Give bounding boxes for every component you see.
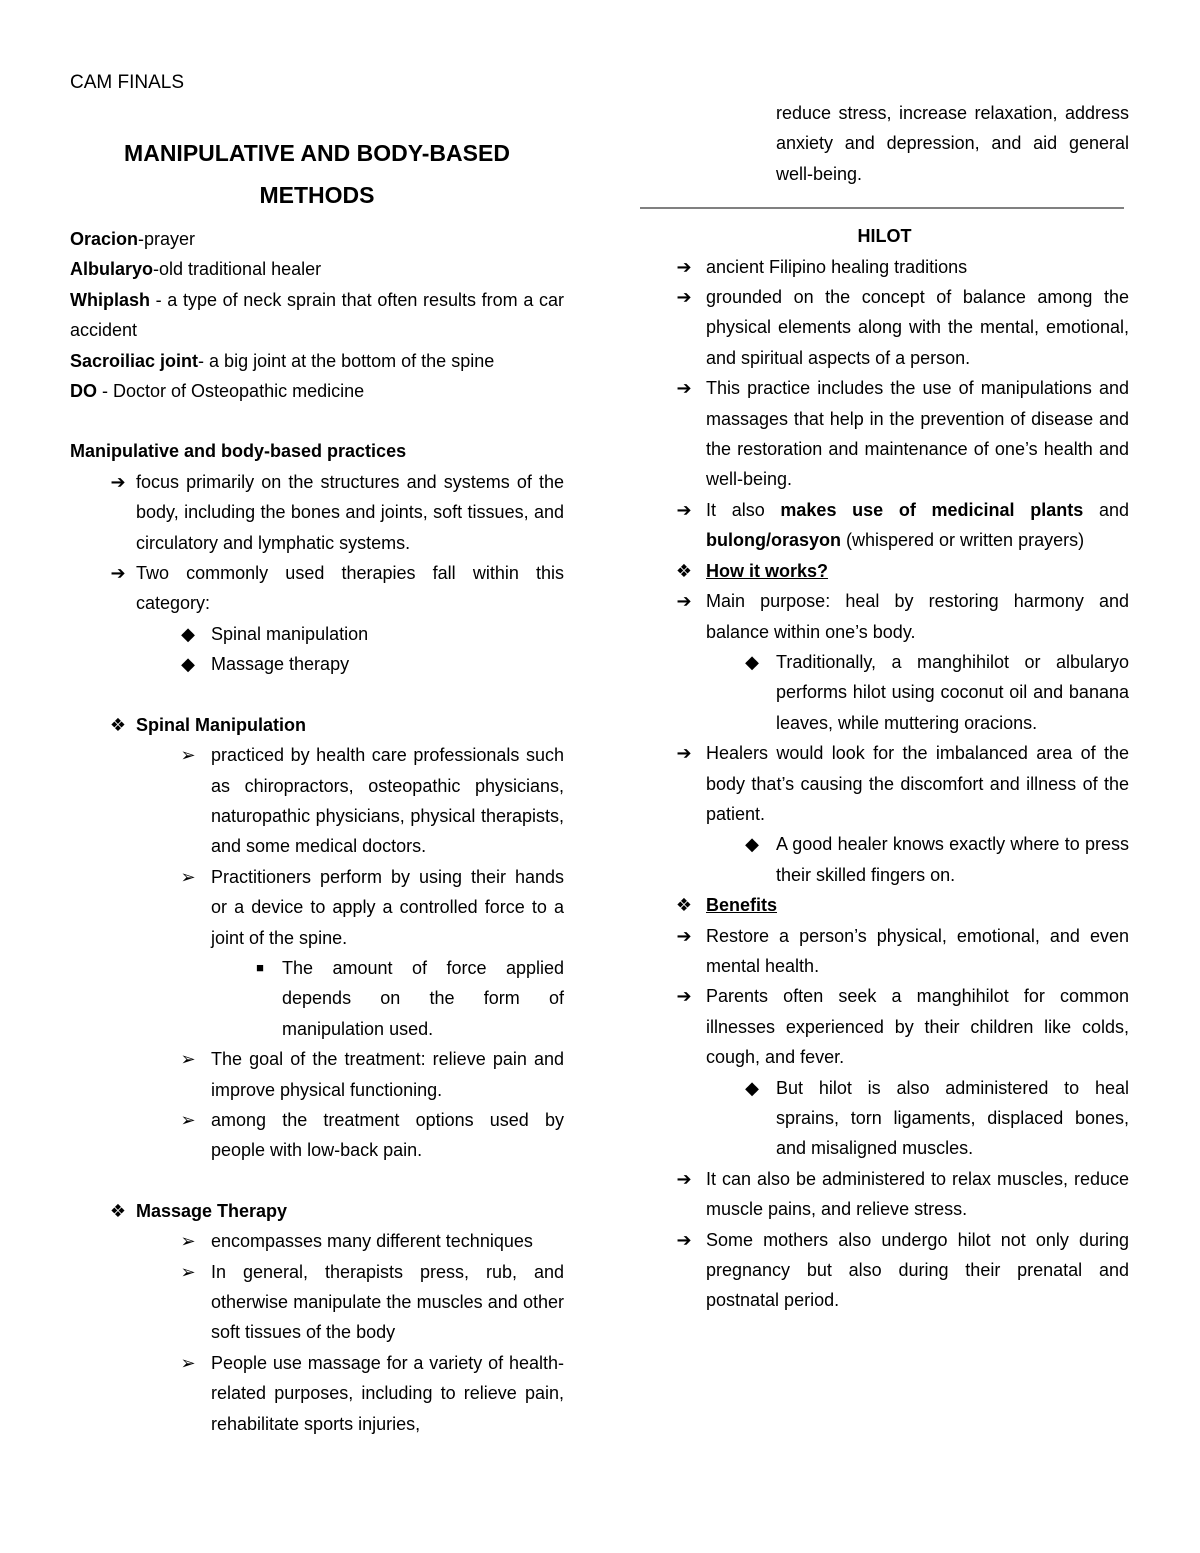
list-item: ➔ Restore a person’s physical, emotional, and even mental health. (640, 921, 1129, 982)
document-header: CAM FINALS (70, 72, 185, 93)
glossary-entry (70, 346, 564, 376)
glossary-entry (70, 376, 564, 406)
subheading-how-it-works: ❖ How it works? (640, 556, 1129, 586)
fourstar-icon: ❖ (675, 560, 693, 581)
chevron-icon: ➢ (180, 1261, 196, 1282)
section-heading-practices: Manipulative and body-based practices (70, 441, 407, 462)
list-item: ➢ encompasses many different techniques (70, 1226, 564, 1256)
glossary-definition: - Doctor of Osteopathic medicine (97, 381, 365, 402)
list-item: ➔ Some mothers also undergo hilot not only during pregnancy but also during their prenatal and postnatal period. (640, 1225, 1129, 1316)
list-item: ➔ It also makes use of medicinal plants and bulong/orasyon (whispered or written prayers) (640, 495, 1129, 556)
glossary-definition: - a big joint at the bottom of the spine (198, 350, 495, 371)
list-item: ➔ Main purpose: heal by restoring harmony and balance within one’s body. (640, 586, 1129, 647)
glossary-term: Oracion (70, 229, 139, 249)
list-item: ◆ A good healer knows exactly where to press their skilled fingers on. (640, 829, 1129, 890)
arrow-icon: ➔ (676, 256, 692, 277)
list-item: ➔ ancient Filipino healing traditions (640, 252, 1129, 282)
diamond-icon: ◆ (181, 623, 195, 644)
section-heading-massage: ❖ Massage Therapy (70, 1196, 564, 1226)
list-item: ➔ Two commonly used therapies fall within this category: (70, 558, 564, 619)
list-item: ◆ Spinal manipulation (70, 619, 564, 649)
square-icon: ■ (256, 959, 264, 975)
section-divider (640, 207, 1124, 209)
fourstar-icon: ❖ (109, 1200, 127, 1221)
glossary-term: Albularyo (70, 259, 154, 280)
glossary-definition: -old traditional healer (153, 259, 322, 280)
list-item: ◆ Massage therapy (70, 649, 564, 679)
arrow-icon: ➔ (110, 471, 126, 492)
diamond-icon: ◆ (745, 1077, 759, 1098)
chevron-icon: ➢ (180, 1109, 196, 1130)
fourstar-icon: ❖ (109, 714, 127, 735)
arrow-icon: ➔ (676, 1168, 692, 1189)
arrow-icon: ➔ (676, 1229, 692, 1250)
list-item: ◆ But hilot is also administered to heal sprains, torn ligaments, displaced bones, and misaligned muscles. (640, 1073, 1129, 1164)
list-item: ➢ In general, therapists press, rub, and otherwise manipulate the muscles and other soft tissues of the body (70, 1257, 564, 1348)
right-column (640, 98, 1129, 1316)
arrow-icon: ➔ (676, 925, 692, 946)
list-item: ➔ It can also be administered to relax muscles, reduce muscle pains, and relieve stress. (640, 1164, 1129, 1225)
section-heading-hilot: HILOT (857, 226, 912, 247)
page-title: MANIPULATIVE AND BODY-BASED METHODS (124, 140, 510, 208)
arrow-icon: ➔ (676, 287, 692, 308)
left-column (70, 132, 564, 1439)
list-item: ■ The amount of force applied depends on the form of manipulation used. (70, 953, 564, 1044)
section-heading-spinal: ❖ Spinal Manipulation (70, 710, 564, 740)
chevron-icon: ➢ (180, 745, 196, 766)
arrow-icon: ➔ (676, 591, 692, 612)
list-item: ➢ practiced by health care professionals such as chiropractors, osteopathic physicians, naturopathic physicians, physical therapists, and some medical doctors. (70, 740, 564, 862)
fourstar-icon: ❖ (675, 895, 693, 916)
list-item: ➢ The goal of the treatment: relieve pain and improve physical functioning. (70, 1044, 564, 1105)
arrow-icon: ➔ (676, 743, 692, 764)
list-item: ➢ Practitioners perform by using their hands or a device to apply a controlled force to a joint of the spine. (70, 862, 564, 953)
list-item: ➔ focus primarily on the structures and systems of the body, including the bones and joints, soft tissues, and circulatory and lymphatic systems. (70, 467, 564, 558)
chevron-icon: ➢ (180, 1352, 196, 1373)
chevron-icon: ➢ (180, 1231, 196, 1252)
arrow-icon: ➔ (676, 986, 692, 1007)
list-item: ➔ Parents often seek a manghihilot for common illnesses experienced by their children like colds, cough, and fever. (640, 981, 1129, 1072)
list-item: ➔ Healers would look for the imbalanced area of the body that’s causing the discomfort and illness of the patient. (640, 738, 1129, 829)
diamond-icon: ◆ (745, 834, 759, 855)
glossary (70, 224, 564, 406)
glossary-entry (70, 254, 564, 284)
subheading-benefits: ❖ Benefits (640, 890, 1129, 920)
list-item: ➢ among the treatment options used by people with low-back pain. (70, 1105, 564, 1166)
glossary-term: Whiplash (70, 289, 150, 310)
diamond-icon: ◆ (745, 651, 759, 672)
glossary-term: Sacroiliac joint (70, 350, 199, 371)
list-item: ➔ This practice includes the use of manipulations and massages that help in the prevention of disease and the restoration and maintenance of one’s health and well-being. (640, 373, 1129, 495)
glossary-entry (70, 224, 564, 254)
massage-continuation: reduce stress, increase relaxation, address anxiety and depression, and aid general well-being. (776, 103, 1129, 184)
chevron-icon: ➢ (180, 1049, 196, 1070)
list-item: ➢ People use massage for a variety of health-related purposes, including to relieve pain, rehabilitate sports injuries, (70, 1348, 564, 1439)
list-item: ◆ Traditionally, a manghihilot or albularyo performs hilot using coconut oil and banana leaves, while muttering oracions. (640, 647, 1129, 738)
arrow-icon: ➔ (676, 499, 692, 520)
glossary-definition: -prayer (138, 229, 196, 249)
glossary-entry (70, 285, 564, 346)
chevron-icon: ➢ (180, 866, 196, 887)
list-item: ➔ grounded on the concept of balance among the physical elements along with the mental, emotional, and spiritual aspects of a person. (640, 282, 1129, 373)
glossary-definition: - a type of neck sprain that often results from a car accident (70, 289, 564, 341)
glossary-term: DO (70, 381, 97, 402)
arrow-icon: ➔ (676, 378, 692, 399)
arrow-icon: ➔ (110, 563, 126, 584)
diamond-icon: ◆ (181, 654, 195, 675)
